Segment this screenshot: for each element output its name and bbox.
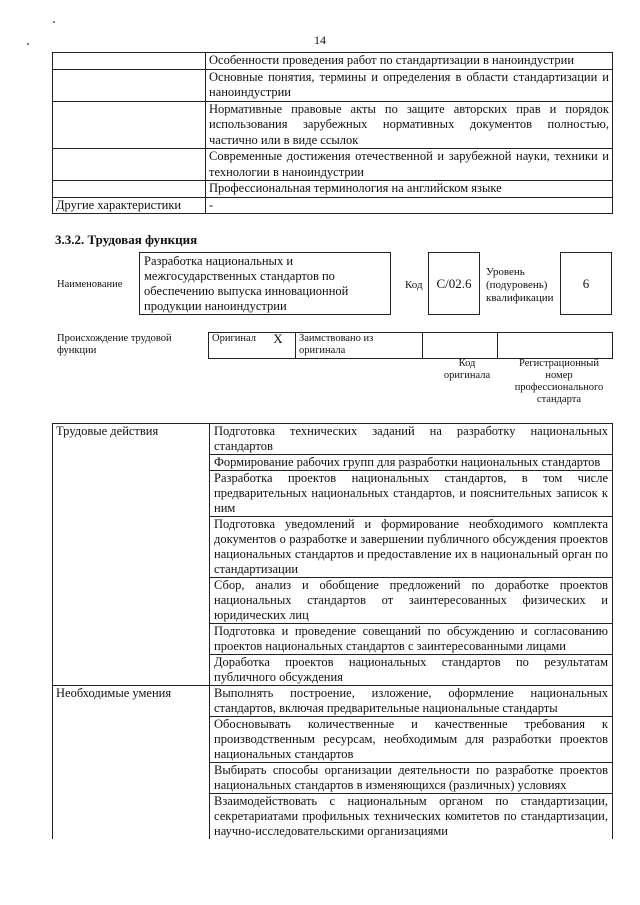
row-value: - [206, 197, 613, 214]
list-item: Доработка проектов национальных стандартов по результатам публичного обсуждения [210, 655, 613, 686]
section-title: Трудовые действия [53, 424, 210, 686]
original-code-cell [423, 333, 498, 359]
row-label [53, 181, 206, 198]
row-value: Нормативные правовые акты по защите авторских прав и порядок использования зарубежных нормативных документов полностью, частично или в виде ссылок [206, 101, 613, 149]
list-item: Обосновывать количественные и качественные требования к производственным ресурсам, необходимым для разработки проектов национальных стандартов [210, 717, 613, 763]
original-label: Оригинал [209, 333, 262, 359]
table-row [53, 181, 613, 198]
code-label: Код [405, 279, 423, 291]
page-number: 14 [314, 33, 326, 47]
list-item: Выбирать способы организации деятельности по разработке проектов национальных стандартов в изменяющихся (различных) условиях [210, 763, 613, 794]
level-box [560, 252, 612, 315]
borrowed-label: Заимствовано из оригинала [296, 333, 423, 359]
row-value: Особенности проведения работ по стандартизации в наноиндустрии [206, 53, 613, 70]
origin-table [208, 332, 613, 359]
code-box [428, 252, 480, 315]
table-row [53, 424, 613, 455]
row-label [53, 53, 206, 70]
reg-caption: Регистрационный номер профессионального стандарта [514, 358, 604, 405]
labor-actions-table [52, 423, 613, 839]
name-label: Наименование [57, 279, 123, 290]
table-row [53, 686, 613, 717]
row-label [53, 69, 206, 101]
original-mark: X [261, 333, 296, 359]
row-value: Основные понятия, термины и определения в области стандартизации и наноиндустрии [206, 69, 613, 101]
table-row [53, 101, 613, 149]
list-item: Разработка проектов национальных стандартов, в том числе предварительных национальных стандартов, и пояснительных записок к ним [210, 471, 613, 517]
table-row [53, 69, 613, 101]
table-row [209, 333, 613, 359]
reg-number-cell [498, 333, 613, 359]
row-label [53, 149, 206, 181]
row-label: Другие характеристики [53, 197, 206, 214]
table-row [53, 197, 613, 214]
scan-speck [53, 21, 55, 23]
level-value: 6 [582, 275, 590, 291]
section-title: Необходимые умения [53, 686, 210, 840]
level-label: Уровень (подуровень) квалификации [486, 266, 554, 304]
list-item: Подготовка уведомлений и формирование необходимого комплекта документов о разработке и завершении публичного обсуждения проектов национальных стандартов и предоставление их в национальный орган по стандартизации [210, 517, 613, 578]
list-item: Подготовка и проведение совещаний по обсуждению и согласованию проектов национальных стандартов с заинтересованными лицами [210, 624, 613, 655]
list-item: Сбор, анализ и обобщение предложений по доработке проектов национальных стандартов от заинтересованных физических и юридических лиц [210, 578, 613, 624]
function-name: Разработка национальных и межгосударственных стандартов по обеспечению выпуска инновационной продукции наноиндустрии [144, 254, 349, 313]
list-item: Выполнять построение, изложение, оформление национальных стандартов, включая предварительные национальные стандарты [210, 686, 613, 717]
table-row [53, 149, 613, 181]
row-label [53, 101, 206, 149]
list-item: Формирование рабочих групп для разработки национальных стандартов [210, 455, 613, 471]
list-item: Взаимодействовать с национальным органом по стандартизации, секретариатами профильных технических комитетов по стандартизации, научно-исследовательскими организациями [210, 794, 613, 840]
row-value: Современные достижения отечественной и зарубежной науки, техники и технологии в наноиндустрии [206, 149, 613, 181]
code-value: С/02.6 [436, 275, 472, 291]
code-caption: Код оригинала [443, 358, 491, 381]
section-heading: 3.3.2. Трудовая функция [55, 232, 198, 247]
knowledge-table [52, 52, 613, 214]
origin-label: Происхождение трудовой функции [57, 333, 172, 356]
list-item: Подготовка технических заданий на разработку национальных стандартов [210, 424, 613, 455]
function-name-box [139, 252, 391, 315]
table-row [53, 53, 613, 70]
row-value: Профессиональная терминология на английском языке [206, 181, 613, 198]
